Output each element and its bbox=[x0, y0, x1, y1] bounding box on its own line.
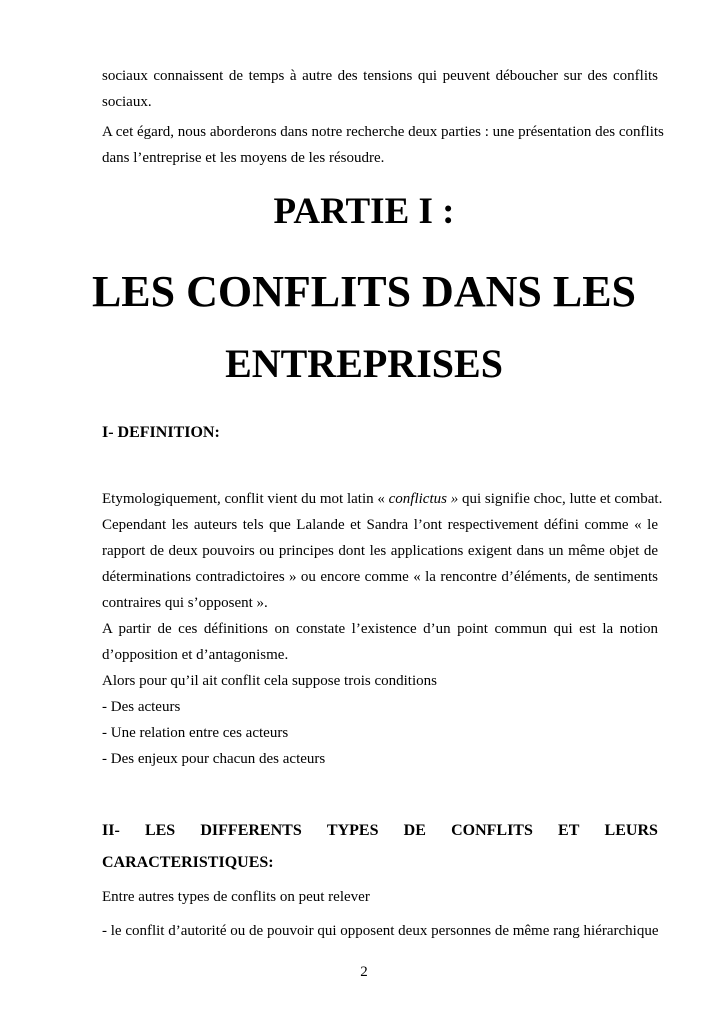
text-span: Etymologiquement, conflit vient du mot latin « bbox=[102, 491, 389, 507]
definition-paragraph bbox=[102, 486, 663, 772]
heading-word: LES bbox=[144, 822, 176, 839]
section-heading-types bbox=[102, 818, 658, 876]
section-heading-definition: I- DEFINITION: bbox=[102, 424, 220, 441]
text-line: sociaux connaissent de temps à autre des tensions qui peuvent déboucher sur des conflits bbox=[102, 68, 658, 84]
text-line: sociaux. bbox=[102, 94, 152, 110]
text-line: rapport de deux pouvoirs ou principes dont les applications exigent dans un même objet de bbox=[102, 543, 658, 559]
text-line: A cet égard, nous aborderons dans notre recherche deux parties : une présentation des conflits bbox=[102, 124, 664, 140]
text-line: Alors pour qu’il ait conflit cela suppose trois conditions bbox=[102, 673, 437, 689]
text-line: d’opposition et d’antagonisme. bbox=[102, 647, 289, 663]
heading-line: CARACTERISTIQUES: bbox=[102, 854, 274, 871]
page-number: 2 bbox=[360, 964, 368, 980]
list-item: - Des acteurs bbox=[102, 699, 181, 715]
list-item: - Des enjeux pour chacun des acteurs bbox=[102, 751, 326, 767]
text-span: qui signifie choc, lutte et combat. bbox=[458, 491, 663, 507]
heading-word: LEURS bbox=[604, 822, 658, 839]
part-title: PARTIE I : bbox=[273, 191, 455, 232]
text-line: Cependant les auteurs tels que Lalande et Sandra l’ont respectivement défini comme « le bbox=[102, 517, 658, 533]
text-line: A partir de ces définitions on constate l’existence d’un point commun qui est la notion bbox=[102, 621, 658, 637]
text-line bbox=[102, 486, 663, 512]
text-line: Entre autres types de conflits on peut relever bbox=[102, 889, 370, 905]
heading-word: DE bbox=[403, 822, 426, 839]
heading-word: DIFFERENTS bbox=[200, 822, 302, 839]
heading-word: CONFLITS bbox=[451, 822, 533, 839]
types-paragraph bbox=[102, 884, 658, 910]
latin-term: conflictus » bbox=[388, 491, 459, 507]
intro-paragraph bbox=[102, 63, 658, 115]
list-item: - Une relation entre ces acteurs bbox=[102, 725, 289, 741]
heading-word: II- bbox=[102, 822, 120, 839]
chapter-title-line-1: LES CONFLITS DANS LES bbox=[91, 267, 637, 316]
heading-line bbox=[102, 818, 658, 844]
text-line: dans l’entreprise et les moyens de les résoudre. bbox=[102, 150, 385, 166]
types-paragraph-2 bbox=[102, 918, 658, 944]
heading-word: TYPES bbox=[326, 822, 379, 839]
heading-word: ET bbox=[558, 822, 580, 839]
text-line: - le conflit d’autorité ou de pouvoir qui opposent deux personnes de même rang hiérarchique bbox=[102, 923, 659, 939]
text-line: contraires qui s’opposent ». bbox=[102, 595, 268, 611]
chapter-title-line-2: ENTREPRISES bbox=[225, 341, 503, 386]
text-line: déterminations contradictoires » ou encore comme « la rencontre d’éléments, de sentiments bbox=[102, 569, 658, 585]
intro-paragraph-2 bbox=[102, 119, 664, 171]
